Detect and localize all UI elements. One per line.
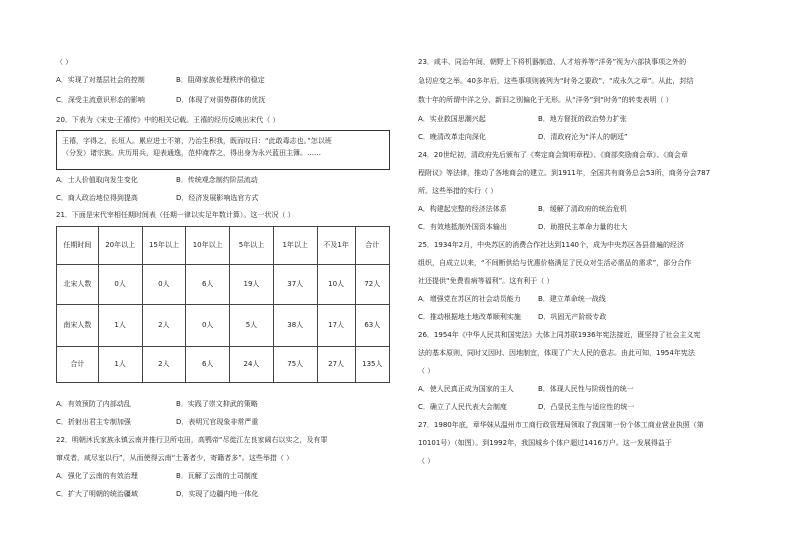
table-cell: 17人: [317, 305, 355, 347]
table-cell: 0人: [142, 265, 186, 305]
table-cell: 2人: [142, 305, 186, 347]
q20-option-d: D．经济发展影响选官方式: [176, 194, 259, 202]
table-cell: 北宋人数: [57, 265, 99, 305]
q26-stem-line-2: 法的基本原则，同时又因时、因地制宜，体现了广大人民的意志。由此可知，1954年宪法: [418, 349, 695, 357]
q22-option-a: A．强化了云南的有效治理: [56, 472, 138, 480]
table-header-cell: 任期时间: [57, 227, 99, 265]
q20-quote-line-2: （分发）诸宗族。庆历用兵，迎表通逸，范仲淹荐之，得出身为永兴蓝田主簿。……: [62, 149, 321, 157]
q23-stem-line-3: 数十年的所谓中洋之分、新旧之别偏化于无形。从“洋务”到“时务”的转变表明（ ）: [418, 96, 673, 104]
q21-option-b: B．实践了崇文抑武的策略: [176, 400, 258, 408]
q26-stem-line-3: （ ）: [418, 367, 435, 375]
q20-option-a: A．士人价值取向发生变化: [56, 176, 138, 184]
q25-stem-line-3: 社还提供“免费看病等福利”。这有利于（ ）: [418, 277, 554, 285]
table-row: [57, 305, 390, 347]
table-cell: 1人: [98, 347, 142, 383]
q24-stem-line-2: 程附议》等法律，推动了各地商会的建立。到1911年，全国共有商务总会53所，商务分会787: [418, 169, 711, 177]
q25-option-b: B．建立革命统一战线: [538, 295, 606, 303]
table-cell: 1人: [98, 305, 142, 347]
table-cell: 2人: [142, 347, 186, 383]
q23-option-a: A．实业救国思潮兴起: [418, 115, 486, 123]
table-header-cell: 20年以上: [98, 227, 142, 265]
table-header-row: [57, 227, 390, 265]
q20-stem: 20．下表为《宋史·王禧传》中的相关记载。王禧的经历反映出宋代（ ）: [56, 116, 280, 124]
q23-stem-line-1: 23．咸丰、同治年间，朝野上下将机器制造、人才培养等“洋务”视为六部执事项之外的: [418, 58, 687, 66]
table-cell: 135人: [355, 347, 389, 383]
q25-option-d: D．巩固无产阶级专政: [538, 313, 607, 321]
q21-stem: 21．下面是宋代宰相任期时间表（任期一律以实足年数计算）。这一状况（ ）: [56, 211, 295, 219]
q26-stem-line-1: 26．1954年《中华人民共和国宪法》大体上同苏联1936年宪法接近，既坚持了社会主义宪: [418, 331, 701, 339]
table-cell: 27人: [317, 347, 355, 383]
q27-stem-line-1: 27．1980年底，章华妹从温州市工商行政管理局领取了我国第一份个体工商业营业执照（第: [418, 421, 704, 429]
q24-option-a: A．构建起完整的经济法体系: [418, 205, 507, 213]
q19-option-c: C．深受主流意识形态的影响: [56, 96, 145, 104]
table-header-cell: 15年以上: [142, 227, 186, 265]
table-header-cell: 不及1年: [317, 227, 355, 265]
q23-option-c: C．晚清改革走向深化: [418, 133, 486, 141]
q26-option-c: C．确立了人民代表大会制度: [418, 403, 507, 411]
q23-option-d: D．清政府沦为“洋人的朝廷”: [538, 133, 628, 141]
table-cell: 南宋人数: [57, 305, 99, 347]
table-header-cell: 1年以上: [273, 227, 317, 265]
q24-stem-line-1: 24．20世纪初，清政府先后颁布了《奏定商会简明章程》、《商部奖励商会章》、《商会章: [418, 151, 688, 159]
table-cell: 72人: [355, 265, 389, 305]
table-cell: 63人: [355, 305, 389, 347]
q21-option-c: C．折射出君主专制加强: [56, 418, 131, 426]
table-row: [57, 265, 390, 305]
table-cell: 6人: [186, 265, 230, 305]
q19-option-b: B．阻碍家族伦理秩序的稳定: [176, 76, 265, 84]
table-cell: 5人: [230, 305, 274, 347]
q22-stem-line-2: 窜戍者，咸尽室以行”，从而使得云南“土著者少，寄籍者多”。这些举措（ ）: [56, 454, 294, 462]
q25-option-a: A．增强党在苏区的社会动员能力: [418, 295, 521, 303]
q21-option-d: D．表明冗官现象非常严重: [176, 418, 259, 426]
q20-option-b: B．传统观念制约阶层流动: [176, 176, 258, 184]
table-header-cell: 10年以上: [186, 227, 230, 265]
table-cell: 6人: [186, 347, 230, 383]
table-cell: 75人: [273, 347, 317, 383]
q19-option-a: A．实现了对基层社会的控制: [56, 76, 145, 84]
table-cell: 0人: [186, 305, 230, 347]
q23-option-b: B．地方督抚的政治势力扩张: [538, 115, 627, 123]
q27-stem-line-3: （ ）: [418, 457, 435, 465]
table-cell: 19人: [230, 265, 274, 305]
table-row: [57, 347, 390, 383]
q24-option-b: B．缓解了清政府的统治危机: [538, 205, 627, 213]
q22-option-c: C．扩大了明朝的统治疆域: [56, 490, 138, 498]
q25-stem-line-1: 25．1934年2月，中央苏区的消费合作社达到1140个，成为中央苏区各县普遍的经济: [418, 241, 684, 249]
q20-option-c: C．商人政治地位得到提高: [56, 194, 138, 202]
table-cell: 0人: [98, 265, 142, 305]
q27-stem-line-2: 10101号）（如图）。到1992年，我国城乡个体户超过1416万户。这一发展得益于: [418, 439, 672, 447]
q20-quote-line-1: 王禧，字得之，长垣人。累应进士不第，乃治生积我，既而叹曰：“此敢毒志也。”怎以班: [62, 137, 332, 145]
q22-stem-line-1: 22．明朝沐氏家族永镇云南并推行卫所屯田，高鹗帝“尽徙江左良家阔右以实之，及有罪: [56, 436, 328, 444]
q26-option-a: A．使人民真正成为国家的主人: [418, 385, 514, 393]
q25-option-c: C．推动根据地土地改革顺利实施: [418, 313, 521, 321]
table-header-cell: 合计: [355, 227, 389, 265]
q24-option-c: C．有效地抵制外国资本输出: [418, 223, 507, 231]
q24-option-d: D．助推民主革命力量的壮大: [538, 223, 628, 231]
q22-option-b: B．瓦解了云南的土司制度: [176, 472, 258, 480]
q24-stem-line-3: 所。这些举措的实行（ ）: [418, 187, 498, 195]
table-header-cell: 5年以上: [230, 227, 274, 265]
q25-stem-line-2: 组织，自成立以来，“不间断供给与优惠价格满足了民众对生活必需品的需求”，部分合作: [418, 259, 692, 267]
q19-option-d: D．体现了对弱势群体的优抚: [176, 96, 266, 104]
q23-stem-line-2: 急切应变之举。40多年后，这些事项则被列为“时务之要政”、“成永久之章”。从此，封结: [418, 77, 694, 85]
q21-table: [56, 226, 390, 383]
q26-option-b: B．体现人民性与阶级性的统一: [538, 385, 634, 393]
table-cell: 38人: [273, 305, 317, 347]
table-cell: 37人: [273, 265, 317, 305]
q21-option-a: A．有效预防了内部动乱: [56, 400, 131, 408]
table-cell: 合计: [57, 347, 99, 383]
table-cell: 24人: [230, 347, 274, 383]
table-cell: 10人: [317, 265, 355, 305]
q19-blank: （ ）: [56, 58, 73, 66]
q20-quote-box: [56, 130, 390, 170]
q26-option-d: D．凸显民主性与适应性的统一: [538, 403, 635, 411]
q22-option-d: D．实现了边疆内地一体化: [176, 490, 259, 498]
